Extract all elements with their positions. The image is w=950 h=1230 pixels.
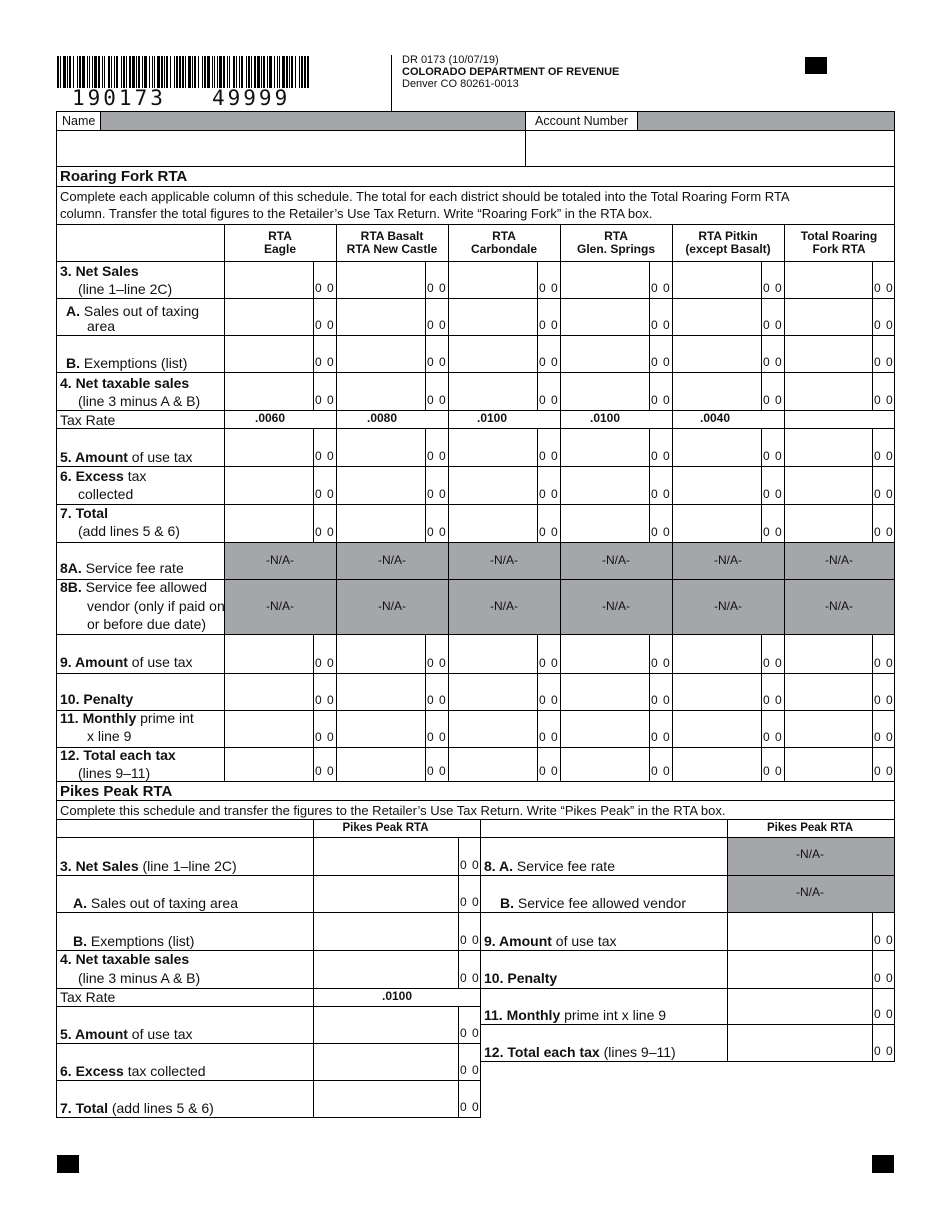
rf-cents-11-col6: 0 0 bbox=[874, 730, 894, 744]
rule bbox=[649, 710, 650, 748]
pp-label-5: 5. Amount of use tax bbox=[60, 1026, 193, 1042]
rf-na-8b-col5: -N/A- bbox=[714, 598, 742, 613]
rule bbox=[425, 634, 426, 674]
rule bbox=[537, 372, 538, 411]
rule bbox=[313, 747, 314, 782]
rf-label-8b-sub2: or before due date) bbox=[87, 616, 207, 632]
rf-cents-b-col5: 0 0 bbox=[763, 355, 783, 369]
rf-label-6: 6. Excess tax bbox=[60, 468, 147, 484]
pp-rate: .0100 bbox=[382, 989, 413, 1003]
rf-label-rate: Tax Rate bbox=[60, 412, 116, 428]
account-number-label: Account Number bbox=[535, 114, 629, 128]
rule bbox=[56, 298, 895, 299]
rf-label-8b: 8B. Service fee allowed bbox=[60, 579, 208, 595]
rf-label-8a: 8A. Service fee rate bbox=[60, 560, 184, 576]
rule bbox=[537, 673, 538, 711]
rule bbox=[649, 504, 650, 543]
rule bbox=[672, 224, 673, 782]
rule bbox=[537, 747, 538, 782]
rf-cents-10-col2: 0 0 bbox=[427, 693, 447, 707]
rule bbox=[761, 372, 762, 411]
rf-cents-a-col6: 0 0 bbox=[874, 318, 894, 332]
rule bbox=[784, 224, 785, 782]
pp-label-11: 11. Monthly prime int x line 9 bbox=[484, 1007, 667, 1023]
rule bbox=[872, 261, 873, 299]
rule bbox=[537, 428, 538, 467]
pikes-peak-title: Pikes Peak RTA bbox=[60, 783, 173, 800]
rule bbox=[761, 504, 762, 543]
rf-na-8a-col4: -N/A- bbox=[602, 552, 630, 567]
rule bbox=[313, 466, 314, 505]
rule bbox=[872, 988, 873, 1025]
rf-col-header-5: RTA Pitkin (except Basalt) bbox=[685, 229, 771, 256]
rf-label-3-sub: (line 1–line 2C) bbox=[78, 281, 173, 297]
rule bbox=[872, 466, 873, 505]
rf-label-b: B. Exemptions (list) bbox=[66, 355, 188, 371]
rule bbox=[537, 710, 538, 748]
rule bbox=[537, 634, 538, 674]
rf-rate-col1: .0060 bbox=[255, 411, 286, 425]
rf-cents-a-col3: 0 0 bbox=[539, 318, 559, 332]
rf-cents-12-col3: 0 0 bbox=[539, 764, 559, 778]
rf-na-8a-col2: -N/A- bbox=[378, 552, 406, 567]
rule bbox=[649, 747, 650, 782]
rule bbox=[313, 710, 314, 748]
pp-label-4-sub: (line 3 minus A & B) bbox=[78, 970, 201, 986]
rf-na-8b-col6: -N/A- bbox=[825, 598, 853, 613]
pp-na-8b: -N/A- bbox=[796, 884, 824, 899]
rf-rate-col4: .0100 bbox=[590, 411, 621, 425]
rule bbox=[872, 335, 873, 373]
pp-label-6: 6. Excess tax collected bbox=[60, 1063, 206, 1079]
rf-na-8b-col2: -N/A- bbox=[378, 598, 406, 613]
pp-label-3: 3. Net Sales (line 1–line 2C) bbox=[60, 858, 237, 874]
rule bbox=[872, 428, 873, 467]
rule bbox=[480, 912, 895, 913]
rule bbox=[637, 111, 638, 131]
rule bbox=[537, 261, 538, 299]
rf-cents-4-col2: 0 0 bbox=[427, 393, 447, 407]
rule bbox=[100, 111, 101, 131]
rule bbox=[649, 261, 650, 299]
rule bbox=[761, 747, 762, 782]
rule bbox=[458, 837, 459, 876]
rule bbox=[56, 673, 895, 674]
rule bbox=[313, 428, 314, 467]
rf-cents-10-col6: 0 0 bbox=[874, 693, 894, 707]
rule bbox=[56, 988, 481, 989]
pp-label-8a: 8. A. Service fee rate bbox=[484, 858, 615, 874]
rf-cents-7-col4: 0 0 bbox=[651, 525, 671, 539]
rf-label-11: 11. Monthly prime int bbox=[60, 710, 194, 726]
rf-cents-3-col4: 0 0 bbox=[651, 281, 671, 295]
rf-cents-10-col5: 0 0 bbox=[763, 693, 783, 707]
agency-address: Denver CO 80261-0013 bbox=[402, 78, 519, 90]
rule bbox=[525, 111, 526, 167]
rule bbox=[313, 335, 314, 373]
rf-rate-col3: .0100 bbox=[477, 411, 508, 425]
rf-cents-5-col2: 0 0 bbox=[427, 449, 447, 463]
pikes-col-header-left: Pikes Peak RTA bbox=[342, 822, 429, 834]
rf-cents-12-col2: 0 0 bbox=[427, 764, 447, 778]
registration-mark-bottom-right bbox=[872, 1155, 894, 1173]
rf-cents-11-col3: 0 0 bbox=[539, 730, 559, 744]
rule bbox=[872, 298, 873, 336]
rf-cents-4-col5: 0 0 bbox=[763, 393, 783, 407]
rule bbox=[56, 130, 895, 131]
rule bbox=[425, 673, 426, 711]
pp-label-9: 9. Amount of use tax bbox=[484, 933, 617, 949]
rule bbox=[313, 261, 314, 299]
rf-cents-3-col1: 0 0 bbox=[315, 281, 335, 295]
rf-label-7-sub: (add lines 5 & 6) bbox=[78, 523, 180, 539]
pp-label-a: A. Sales out of taxing area bbox=[73, 895, 238, 911]
rf-label-4: 4. Net taxable sales bbox=[60, 375, 190, 391]
header-divider bbox=[391, 55, 392, 111]
form-top-border bbox=[56, 111, 895, 112]
rf-cents-9-col4: 0 0 bbox=[651, 656, 671, 670]
rule bbox=[761, 466, 762, 505]
pp-na-8a: -N/A- bbox=[796, 847, 824, 861]
rule bbox=[872, 950, 873, 989]
rf-cents-b-col1: 0 0 bbox=[315, 355, 335, 369]
rule bbox=[458, 1006, 459, 1044]
rule bbox=[458, 912, 459, 951]
rf-cents-3-col5: 0 0 bbox=[763, 281, 783, 295]
rule bbox=[56, 1080, 481, 1081]
roaring-fork-title: Roaring Fork RTA bbox=[60, 168, 188, 185]
rf-label-10: 10. Penalty bbox=[60, 691, 134, 707]
rf-na-8a-col1: -N/A- bbox=[266, 552, 294, 567]
rule bbox=[761, 428, 762, 467]
rf-cents-11-col1: 0 0 bbox=[315, 730, 335, 744]
rule bbox=[56, 747, 895, 748]
barcode-number-left: 190173 bbox=[72, 86, 166, 110]
rule bbox=[649, 298, 650, 336]
rf-cents-5-col5: 0 0 bbox=[763, 449, 783, 463]
roaring-instructions-2: column. Transfer the total figures to the Retailer’s Use Tax Return. Write “Roaring Fork” in the RTA box. bbox=[60, 206, 653, 221]
pikes-instructions: Complete this schedule and transfer the figures to the Retailer’s Use Tax Return. Write “Pikes Peak” in the RTA box. bbox=[60, 803, 726, 818]
rf-cents-7-col5: 0 0 bbox=[763, 525, 783, 539]
rf-cents-9-col2: 0 0 bbox=[427, 656, 447, 670]
pp-cents-7: 0 0 bbox=[460, 1100, 480, 1114]
rf-label-12-sub: (lines 9–11) bbox=[78, 765, 151, 781]
name-field[interactable] bbox=[58, 131, 524, 166]
rf-cents-3-col6: 0 0 bbox=[874, 281, 894, 295]
agency-name: COLORADO DEPARTMENT OF REVENUE bbox=[402, 66, 620, 78]
rf-cents-4-col3: 0 0 bbox=[539, 393, 559, 407]
rf-cents-3-col2: 0 0 bbox=[427, 281, 447, 295]
rule bbox=[56, 875, 481, 876]
pp-label-7: 7. Total (add lines 5 & 6) bbox=[60, 1100, 214, 1116]
rf-label-7: 7. Total bbox=[60, 505, 108, 521]
rf-cents-6-col1: 0 0 bbox=[315, 487, 335, 501]
roaring-instructions-1: Complete each applicable column of this schedule. The total for each district should be totaled into the Total Roaring Form RTA bbox=[60, 189, 790, 204]
rule bbox=[56, 428, 895, 429]
rf-rate-col5: .0040 bbox=[700, 411, 731, 425]
rule bbox=[872, 747, 873, 782]
rule bbox=[761, 710, 762, 748]
rf-label-3: 3. Net Sales bbox=[60, 263, 139, 279]
rf-label-8b-sub1: vendor (only if paid on bbox=[87, 598, 225, 614]
rf-cents-3-col3: 0 0 bbox=[539, 281, 559, 295]
rf-cents-a-col1: 0 0 bbox=[315, 318, 335, 332]
rule bbox=[761, 634, 762, 674]
pp-cents-9: 0 0 bbox=[874, 933, 894, 947]
rule bbox=[649, 634, 650, 674]
rule bbox=[313, 298, 314, 336]
rule bbox=[480, 819, 481, 1118]
rule bbox=[649, 335, 650, 373]
rule bbox=[458, 875, 459, 913]
rule bbox=[480, 1024, 895, 1025]
rf-cents-b-col2: 0 0 bbox=[427, 355, 447, 369]
rf-na-8b-col4: -N/A- bbox=[602, 598, 630, 613]
rf-cents-9-col1: 0 0 bbox=[315, 656, 335, 670]
rule bbox=[425, 298, 426, 336]
pp-cents-b: 0 0 bbox=[460, 933, 480, 947]
rule bbox=[537, 466, 538, 505]
rf-cents-11-col2: 0 0 bbox=[427, 730, 447, 744]
rule bbox=[313, 634, 314, 674]
rf-label-5: 5. Amount of use tax bbox=[60, 449, 193, 465]
rf-cents-a-col5: 0 0 bbox=[763, 318, 783, 332]
rf-cents-a-col2: 0 0 bbox=[427, 318, 447, 332]
barcode-number-right: 49999 bbox=[212, 86, 291, 110]
rule bbox=[56, 186, 895, 187]
pp-label-b: B. Exemptions (list) bbox=[73, 933, 195, 949]
rf-cents-10-col1: 0 0 bbox=[315, 693, 335, 707]
rule bbox=[872, 372, 873, 411]
rf-col-header-3: RTA Carbondale bbox=[470, 229, 537, 256]
rule bbox=[56, 1006, 481, 1007]
rf-label-9: 9. Amount of use tax bbox=[60, 654, 193, 670]
rule bbox=[425, 466, 426, 505]
rule bbox=[313, 819, 314, 1118]
pp-cents-12: 0 0 bbox=[874, 1044, 894, 1058]
rule bbox=[649, 428, 650, 467]
registration-mark-bottom-left bbox=[57, 1155, 79, 1173]
rule bbox=[872, 912, 873, 951]
rule bbox=[458, 950, 459, 989]
rule bbox=[56, 410, 895, 411]
form-right-border bbox=[894, 111, 895, 1062]
rule bbox=[425, 710, 426, 748]
rule bbox=[537, 504, 538, 543]
rule bbox=[56, 781, 895, 782]
pp-label-4: 4. Net taxable sales bbox=[60, 951, 190, 967]
rf-cents-5-col1: 0 0 bbox=[315, 449, 335, 463]
rf-cents-6-col3: 0 0 bbox=[539, 487, 559, 501]
form-left-border bbox=[56, 111, 57, 1118]
barcode-image bbox=[57, 56, 309, 88]
rule bbox=[480, 988, 895, 989]
pp-label-12: 12. Total each tax (lines 9–11) bbox=[484, 1044, 676, 1060]
form-bottom-border bbox=[56, 1117, 481, 1118]
rf-rate-col2: .0080 bbox=[367, 411, 398, 425]
rule bbox=[872, 634, 873, 674]
rule bbox=[425, 428, 426, 467]
pp-cents-a: 0 0 bbox=[460, 895, 480, 909]
rule bbox=[425, 261, 426, 299]
rf-cents-7-col1: 0 0 bbox=[315, 525, 335, 539]
rule bbox=[56, 819, 895, 820]
rule bbox=[537, 335, 538, 373]
rf-cents-6-col6: 0 0 bbox=[874, 487, 894, 501]
rf-cents-6-col4: 0 0 bbox=[651, 487, 671, 501]
rule bbox=[425, 335, 426, 373]
rule bbox=[425, 747, 426, 782]
rf-label-6-sub: collected bbox=[78, 486, 134, 502]
rf-label-4-sub: (line 3 minus A & B) bbox=[78, 393, 201, 409]
pp-label-10: 10. Penalty bbox=[484, 970, 558, 986]
rf-col-header-1: RTA Eagle bbox=[263, 229, 296, 256]
rf-label-a-sub: area bbox=[87, 318, 116, 334]
rule bbox=[224, 224, 225, 782]
rf-cents-6-col2: 0 0 bbox=[427, 487, 447, 501]
rf-cents-12-col1: 0 0 bbox=[315, 764, 335, 778]
rule bbox=[56, 335, 895, 336]
rule bbox=[56, 1043, 481, 1044]
rule bbox=[458, 1043, 459, 1081]
rf-label-12: 12. Total each tax bbox=[60, 747, 176, 763]
rule bbox=[313, 504, 314, 543]
rf-cents-7-col6: 0 0 bbox=[874, 525, 894, 539]
rule bbox=[480, 950, 895, 951]
rule bbox=[649, 673, 650, 711]
rf-cents-5-col4: 0 0 bbox=[651, 449, 671, 463]
rule bbox=[56, 800, 895, 801]
rf-na-8b-col1: -N/A- bbox=[266, 598, 294, 613]
rf-cents-4-col1: 0 0 bbox=[315, 393, 335, 407]
pp-cents-3: 0 0 bbox=[460, 858, 480, 872]
rule bbox=[313, 372, 314, 411]
rf-cents-b-col4: 0 0 bbox=[651, 355, 671, 369]
rule bbox=[761, 673, 762, 711]
rule bbox=[649, 466, 650, 505]
rf-col-header-6: Total Roaring Fork RTA bbox=[800, 229, 878, 256]
rule bbox=[872, 1024, 873, 1062]
rf-cents-9-col3: 0 0 bbox=[539, 656, 559, 670]
rule bbox=[761, 335, 762, 373]
rf-label-11-sub: x line 9 bbox=[87, 728, 132, 744]
rule bbox=[56, 166, 895, 167]
pp-cents-6: 0 0 bbox=[460, 1063, 480, 1077]
rule bbox=[537, 298, 538, 336]
rule bbox=[649, 372, 650, 411]
rule bbox=[560, 224, 561, 782]
rule bbox=[56, 372, 895, 373]
rf-cents-a-col4: 0 0 bbox=[651, 318, 671, 332]
rf-cents-11-col4: 0 0 bbox=[651, 730, 671, 744]
rf-cents-6-col5: 0 0 bbox=[763, 487, 783, 501]
rule bbox=[56, 837, 481, 838]
rf-cents-12-col4: 0 0 bbox=[651, 764, 671, 778]
rule bbox=[872, 673, 873, 711]
form-id: DR 0173 (10/07/19) bbox=[402, 54, 499, 66]
rf-col-header-2: RTA Basalt RTA New Castle bbox=[346, 229, 438, 256]
rf-cents-9-col6: 0 0 bbox=[874, 656, 894, 670]
rule bbox=[480, 1061, 895, 1062]
rule bbox=[56, 224, 895, 225]
rule bbox=[56, 261, 895, 262]
rf-na-8a-col6: -N/A- bbox=[825, 552, 853, 567]
rf-cents-12-col6: 0 0 bbox=[874, 764, 894, 778]
account-number-field[interactable] bbox=[527, 131, 893, 166]
rf-cents-7-col3: 0 0 bbox=[539, 525, 559, 539]
rule bbox=[425, 372, 426, 411]
rf-col-header-4: RTA Glen. Springs bbox=[576, 229, 655, 256]
pp-cents-10: 0 0 bbox=[874, 971, 894, 985]
rf-cents-b-col6: 0 0 bbox=[874, 355, 894, 369]
rf-cents-10-col4: 0 0 bbox=[651, 693, 671, 707]
rule bbox=[458, 1080, 459, 1118]
rf-cents-5-col6: 0 0 bbox=[874, 449, 894, 463]
name-label: Name bbox=[62, 114, 96, 128]
registration-mark bbox=[805, 57, 827, 74]
pp-cents-11: 0 0 bbox=[874, 1007, 894, 1021]
rf-na-8a-col5: -N/A- bbox=[714, 552, 742, 567]
rule bbox=[872, 710, 873, 748]
rf-cents-12-col5: 0 0 bbox=[763, 764, 783, 778]
pp-cents-5: 0 0 bbox=[460, 1026, 480, 1040]
rule bbox=[761, 261, 762, 299]
rule bbox=[761, 298, 762, 336]
rf-cents-4-col6: 0 0 bbox=[874, 393, 894, 407]
rule bbox=[56, 466, 895, 467]
rf-cents-b-col3: 0 0 bbox=[539, 355, 559, 369]
rf-cents-5-col3: 0 0 bbox=[539, 449, 559, 463]
pp-cents-4: 0 0 bbox=[460, 971, 480, 985]
rule bbox=[336, 224, 337, 782]
rf-cents-9-col5: 0 0 bbox=[763, 656, 783, 670]
pikes-col-header-right: Pikes Peak RTA bbox=[766, 822, 854, 834]
rf-cents-4-col4: 0 0 bbox=[651, 393, 671, 407]
rf-na-8b-col3: -N/A- bbox=[490, 598, 518, 613]
rf-cents-11-col5: 0 0 bbox=[763, 730, 783, 744]
rule bbox=[425, 504, 426, 543]
rule bbox=[56, 634, 895, 635]
rule bbox=[56, 504, 895, 505]
pp-label-8b: B. Service fee allowed vendor bbox=[500, 895, 686, 911]
rule bbox=[448, 224, 449, 782]
rf-label-a: A. Sales out of taxing bbox=[66, 303, 200, 319]
rf-cents-7-col2: 0 0 bbox=[427, 525, 447, 539]
rf-na-8a-col3: -N/A- bbox=[490, 552, 518, 567]
rf-cents-10-col3: 0 0 bbox=[539, 693, 559, 707]
rule bbox=[872, 504, 873, 543]
rule bbox=[313, 673, 314, 711]
rule bbox=[56, 912, 481, 913]
pp-label-rate: Tax Rate bbox=[60, 989, 116, 1005]
